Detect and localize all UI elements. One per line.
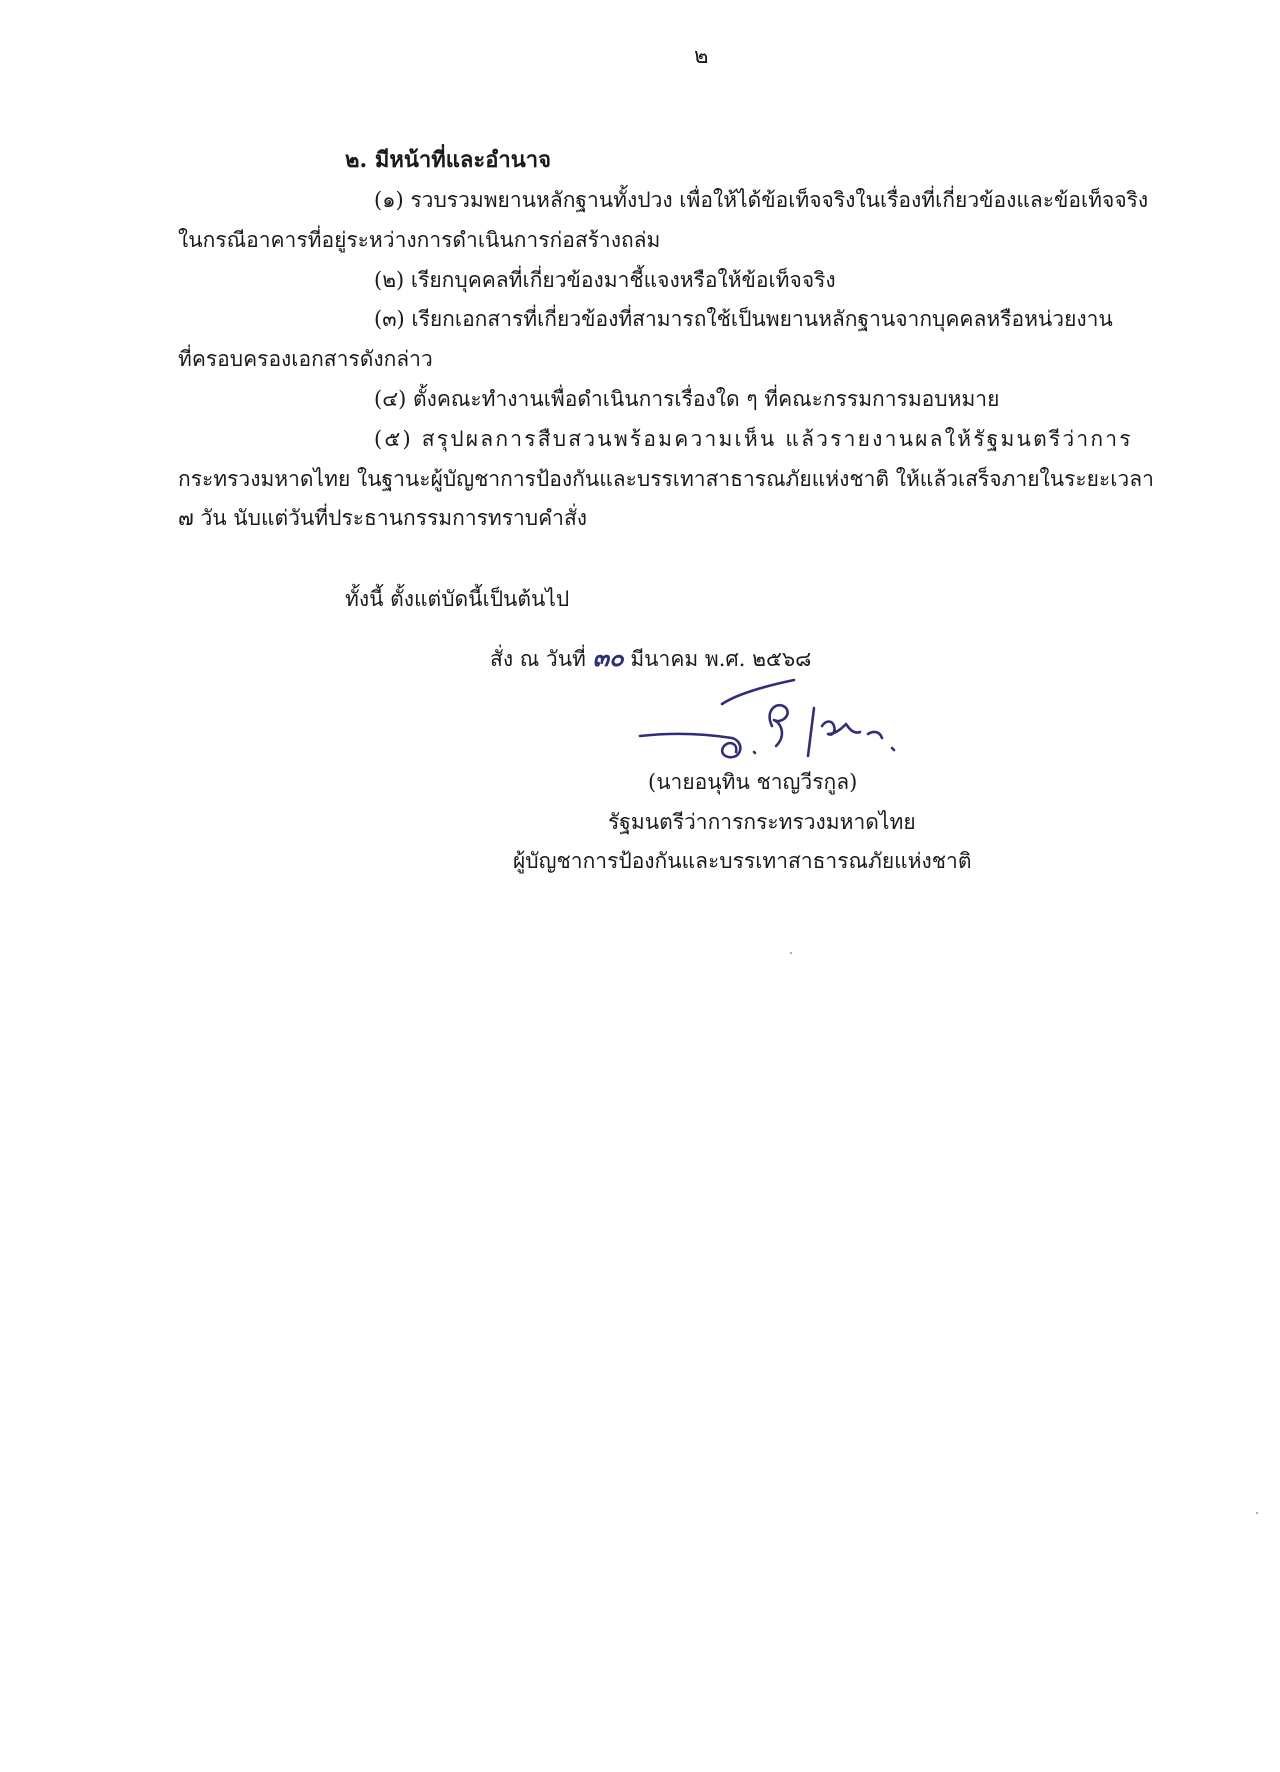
handwritten-signature bbox=[636, 674, 906, 774]
section-heading: ๒. มีหน้าที่และอำนาจ bbox=[345, 147, 552, 173]
item-1-line-2: ในกรณีอาคารที่อยู่ระหว่างการดำเนินการก่อสร้างถล่ม bbox=[178, 228, 661, 252]
order-date-suffix: มีนาคม พ.ศ. ๒๕๖๘ bbox=[630, 647, 812, 671]
item-4-line-1: (๔) ตั้งคณะทำงานเพื่อดำเนินการเรื่องใด ๆ ที่คณะกรรมการมอบหมาย bbox=[374, 387, 1000, 411]
item-5-line-2: กระทรวงมหาดไทย ในฐานะผู้บัญชาการป้องกันและบรรเทาสาธารณภัยแห่งชาติ ให้แล้วเสร็จภายในระยะเวลา bbox=[178, 467, 1154, 491]
page-number: ๒ bbox=[694, 44, 709, 69]
item-3-line-2: ที่ครอบครองเอกสารดังกล่าว bbox=[178, 347, 433, 371]
effective-statement: ทั้งนี้ ตั้งแต่บัดนี้เป็นต้นไป bbox=[345, 587, 570, 611]
item-5-line-1: (๕) สรุปผลการสืบสวนพร้อมความเห็น แล้วรายงานผลให้รัฐมนตรีว่าการ bbox=[374, 427, 1133, 451]
signatory-title-commander: ผู้บัญชาการป้องกันและบรรเทาสาธารณภัยแห่งชาติ bbox=[513, 849, 972, 873]
item-3-line-1: (๓) เรียกเอกสารที่เกี่ยวข้องที่สามารถใช้เป็นพยานหลักฐานจากบุคคลหรือหน่วยงาน bbox=[374, 307, 1113, 331]
scan-speck bbox=[790, 952, 792, 954]
signatory-name: (นายอนุทิน ชาญวีรกูล) bbox=[648, 770, 858, 794]
scan-speck bbox=[1256, 1512, 1258, 1514]
signatory-title-minister: รัฐมนตรีว่าการกระทรวงมหาดไทย bbox=[608, 810, 916, 834]
order-date bbox=[490, 643, 811, 674]
item-5-line-3: ๗ วัน นับแต่วันที่ประธานกรรมการทราบคำสั่ง bbox=[178, 506, 588, 530]
item-2-line-1: (๒) เรียกบุคคลที่เกี่ยวข้องมาชี้แจงหรือให้ข้อเท็จจริง bbox=[374, 268, 836, 292]
order-date-prefix: สั่ง ณ วันที่ bbox=[490, 647, 586, 671]
item-1-line-1: (๑) รวบรวมพยานหลักฐานทั้งปวง เพื่อให้ได้ข้อเท็จจริงในเรื่องที่เกี่ยวข้องและข้อเท็จจริง bbox=[374, 188, 1149, 212]
order-date-day: ๓๐ bbox=[592, 643, 624, 672]
